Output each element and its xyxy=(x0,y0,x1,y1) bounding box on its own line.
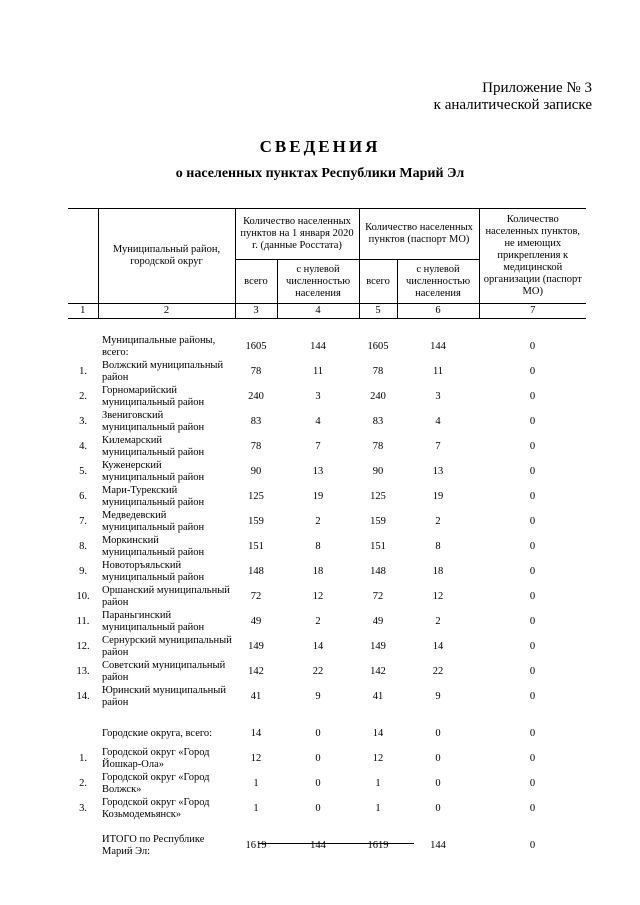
header-total-rosstat: всего xyxy=(235,260,277,304)
value-zero-passport: 7 xyxy=(435,440,441,452)
value-zero-rosstat: 12 xyxy=(312,590,324,602)
value-total-passport: 159 xyxy=(370,515,386,527)
value-zero-passport: 0 xyxy=(435,777,441,789)
value-total-passport: 1 xyxy=(375,802,381,814)
value-zero-rosstat: 0 xyxy=(315,777,321,789)
row-spacer xyxy=(68,821,586,833)
value-zero-passport: 14 xyxy=(432,640,444,652)
value-unattached: 0 xyxy=(529,690,536,702)
table-row xyxy=(68,771,586,796)
row-number: 6. xyxy=(79,490,87,502)
table-row xyxy=(68,609,586,634)
row-number xyxy=(68,833,98,858)
value-zero-rosstat: 8 xyxy=(315,540,321,552)
column-number: 4 xyxy=(277,304,359,319)
value-unattached: 0 xyxy=(529,340,536,352)
value-zero-passport: 144 xyxy=(430,340,446,352)
value-total-rosstat: 148 xyxy=(248,565,264,577)
value-zero-passport: 9 xyxy=(435,690,441,702)
value-zero-passport: 19 xyxy=(432,490,444,502)
value-zero-rosstat: 2 xyxy=(315,515,321,527)
value-total-passport: 78 xyxy=(372,440,384,452)
footer-divider xyxy=(258,843,414,844)
row-number: 14. xyxy=(76,690,90,702)
value-zero-passport: 22 xyxy=(432,665,444,677)
table-row xyxy=(68,746,586,771)
table-row xyxy=(68,796,586,821)
row-name: Медведевский муниципальный район xyxy=(102,509,205,533)
value-zero-passport: 0 xyxy=(435,752,441,764)
column-number: 3 xyxy=(235,304,277,319)
row-name: Юринский муниципальный район xyxy=(102,684,226,708)
header-zero-rosstat: с нулевой численностью населения xyxy=(277,260,359,304)
row-name: Новоторъяльский муниципальный район xyxy=(102,559,205,583)
appendix-note xyxy=(434,80,592,114)
row-number: 1. xyxy=(79,752,87,764)
document-subtitle: о населенных пунктах Республики Марий Эл xyxy=(175,166,465,181)
row-name: Городской округ «Город Волжск» xyxy=(102,771,210,795)
value-zero-rosstat: 144 xyxy=(310,340,326,352)
value-total-passport: 72 xyxy=(372,590,384,602)
value-zero-rosstat: 0 xyxy=(315,752,321,764)
row-name: Звениговский муниципальный район xyxy=(102,409,205,433)
value-total-rosstat: 78 xyxy=(250,365,262,377)
value-zero-rosstat: 0 xyxy=(315,727,321,739)
value-zero-rosstat: 0 xyxy=(315,802,321,814)
value-total-rosstat: 14 xyxy=(250,727,262,739)
value-total-rosstat: 151 xyxy=(248,540,264,552)
value-zero-rosstat: 4 xyxy=(315,415,321,427)
table-row xyxy=(68,684,586,709)
table-row xyxy=(68,359,586,384)
row-spacer xyxy=(68,709,586,721)
document-title: СВЕДЕНИЯ xyxy=(259,137,381,156)
value-zero-rosstat: 14 xyxy=(312,640,324,652)
value-zero-rosstat: 13 xyxy=(312,465,324,477)
value-zero-passport: 3 xyxy=(435,390,441,402)
value-zero-rosstat: 19 xyxy=(312,490,324,502)
row-number: 9. xyxy=(79,565,87,577)
value-total-passport: 49 xyxy=(372,615,384,627)
table-header xyxy=(68,208,586,319)
table-row xyxy=(68,721,586,746)
value-unattached: 0 xyxy=(529,540,536,552)
value-unattached: 0 xyxy=(529,515,536,527)
row-name: Оршанский муниципальный район xyxy=(102,584,230,608)
value-unattached: 0 xyxy=(529,727,536,739)
row-number xyxy=(68,334,98,359)
value-unattached: 0 xyxy=(529,390,536,402)
value-total-rosstat: 90 xyxy=(250,465,262,477)
value-zero-passport: 2 xyxy=(435,615,441,627)
value-unattached: 0 xyxy=(529,365,536,377)
row-name: Моркинский муниципальный район xyxy=(102,534,205,558)
value-total-rosstat: 1 xyxy=(253,777,259,789)
value-zero-rosstat: 7 xyxy=(315,440,321,452)
value-zero-rosstat: 11 xyxy=(312,365,324,377)
value-zero-rosstat: 9 xyxy=(315,690,321,702)
value-total-passport: 142 xyxy=(370,665,386,677)
row-name: Волжский муниципальный район xyxy=(102,359,224,383)
row-name: Городской округ «Город Козьмодемьянск» xyxy=(102,796,210,820)
row-number: 4. xyxy=(79,440,87,452)
value-zero-passport: 0 xyxy=(435,727,441,739)
row-name: Городские округа, всего: xyxy=(102,727,213,739)
row-name: Муниципальные районы, всего: xyxy=(102,334,216,358)
value-unattached: 0 xyxy=(529,590,536,602)
value-zero-passport: 18 xyxy=(432,565,444,577)
row-number: 2. xyxy=(79,777,87,789)
column-number: 2 xyxy=(98,304,235,319)
header-passport-group: Количество населенных пунктов (паспорт МО) xyxy=(359,209,479,260)
table-row xyxy=(68,434,586,459)
value-unattached: 0 xyxy=(529,640,536,652)
column-number: 5 xyxy=(359,304,397,319)
value-unattached: 0 xyxy=(529,752,536,764)
value-total-passport: 151 xyxy=(370,540,386,552)
value-total-rosstat: 78 xyxy=(250,440,262,452)
column-number: 6 xyxy=(397,304,479,319)
value-unattached: 0 xyxy=(529,415,536,427)
value-total-rosstat: 49 xyxy=(250,615,262,627)
value-total-rosstat: 159 xyxy=(248,515,264,527)
header-unattached-cell: Количество населенных пунктов, не имеющих прикрепления к медицинской организации (паспорт МО) xyxy=(479,209,586,304)
value-zero-passport: 11 xyxy=(432,365,444,377)
row-number: 11. xyxy=(76,615,90,627)
table-row xyxy=(68,334,586,359)
value-unattached: 0 xyxy=(529,839,536,851)
value-total-rosstat: 1619 xyxy=(245,839,267,851)
row-number: 3. xyxy=(79,415,87,427)
table-row xyxy=(68,559,586,584)
row-name: Горномарийский муниципальный район xyxy=(102,384,205,408)
row-name: Куженерский муниципальный район xyxy=(102,459,205,483)
row-name: Параньгинский муниципальный район xyxy=(102,609,205,633)
value-zero-passport: 2 xyxy=(435,515,441,527)
value-unattached: 0 xyxy=(529,490,536,502)
value-zero-passport: 8 xyxy=(435,540,441,552)
row-number: 12. xyxy=(76,640,90,652)
value-total-rosstat: 1605 xyxy=(245,340,267,352)
value-total-rosstat: 12 xyxy=(250,752,262,764)
value-total-passport: 83 xyxy=(372,415,384,427)
row-number: 5. xyxy=(79,465,87,477)
value-total-rosstat: 149 xyxy=(248,640,264,652)
value-zero-rosstat: 2 xyxy=(315,615,321,627)
value-total-passport: 149 xyxy=(370,640,386,652)
value-total-passport: 1 xyxy=(375,777,381,789)
row-number: 8. xyxy=(79,540,87,552)
table-row xyxy=(68,833,586,858)
value-unattached: 0 xyxy=(529,465,536,477)
value-unattached: 0 xyxy=(529,440,536,452)
column-number: 1 xyxy=(68,304,98,319)
value-total-passport: 12 xyxy=(372,752,384,764)
value-total-passport: 1605 xyxy=(367,340,389,352)
value-unattached: 0 xyxy=(529,615,536,627)
header-total-passport: всего xyxy=(359,260,397,304)
value-total-passport: 90 xyxy=(372,465,384,477)
table-row xyxy=(68,509,586,534)
header-num-cell xyxy=(68,209,98,304)
value-zero-passport: 13 xyxy=(432,465,444,477)
row-name: Мари-Турекский муниципальный район xyxy=(102,484,205,508)
row-number: 13. xyxy=(76,665,90,677)
value-total-passport: 1619 xyxy=(367,839,389,851)
column-number: 7 xyxy=(479,304,586,319)
value-zero-rosstat: 18 xyxy=(312,565,324,577)
row-number: 10. xyxy=(76,590,90,602)
value-total-rosstat: 142 xyxy=(248,665,264,677)
value-unattached: 0 xyxy=(529,665,536,677)
value-unattached: 0 xyxy=(529,565,536,577)
row-name: Килемарский муниципальный район xyxy=(102,434,205,458)
value-total-rosstat: 72 xyxy=(250,590,262,602)
table-row xyxy=(68,409,586,434)
table-row xyxy=(68,659,586,684)
row-name: ИТОГО по Республике Марий Эл: xyxy=(102,833,205,857)
value-unattached: 0 xyxy=(529,777,536,789)
appendix-line-1: Приложение № 3 xyxy=(482,80,592,96)
row-number xyxy=(68,721,98,746)
row-number: 3. xyxy=(79,802,87,814)
value-total-rosstat: 41 xyxy=(250,690,262,702)
value-total-passport: 125 xyxy=(370,490,386,502)
value-total-rosstat: 125 xyxy=(248,490,264,502)
header-rosstat-group: Количество населенных пунктов на 1 января 2020 г. (данные Росстата) xyxy=(235,209,359,260)
table-row xyxy=(68,634,586,659)
value-zero-passport: 0 xyxy=(435,802,441,814)
value-total-rosstat: 240 xyxy=(248,390,264,402)
table-row xyxy=(68,484,586,509)
row-number: 1. xyxy=(79,365,87,377)
value-zero-passport: 144 xyxy=(430,839,446,851)
value-unattached: 0 xyxy=(529,802,536,814)
value-zero-rosstat: 3 xyxy=(315,390,321,402)
table-row xyxy=(68,534,586,559)
row-number: 7. xyxy=(79,515,87,527)
header-zero-passport: с нулевой численностью населения xyxy=(397,260,479,304)
value-zero-rosstat: 22 xyxy=(312,665,324,677)
row-number: 2. xyxy=(79,390,87,402)
value-zero-passport: 4 xyxy=(435,415,441,427)
row-name: Сернурский муниципальный район xyxy=(102,634,232,658)
value-zero-passport: 12 xyxy=(432,590,444,602)
value-total-passport: 78 xyxy=(372,365,384,377)
table-row xyxy=(68,584,586,609)
table-row xyxy=(68,459,586,484)
row-name: Советский муниципальный район xyxy=(102,659,226,683)
appendix-line-2: к аналитической записке xyxy=(433,97,592,113)
value-total-passport: 14 xyxy=(372,727,384,739)
header-name-cell: Муниципальный район, городской округ xyxy=(98,209,235,304)
value-total-rosstat: 1 xyxy=(253,802,259,814)
table-row xyxy=(68,384,586,409)
value-total-passport: 41 xyxy=(372,690,384,702)
value-total-passport: 240 xyxy=(370,390,386,402)
row-name: Городской округ «Город Йошкар-Ола» xyxy=(102,746,210,770)
value-zero-rosstat: 144 xyxy=(310,839,326,851)
value-total-passport: 148 xyxy=(370,565,386,577)
value-total-rosstat: 83 xyxy=(250,415,262,427)
data-table xyxy=(68,334,586,858)
